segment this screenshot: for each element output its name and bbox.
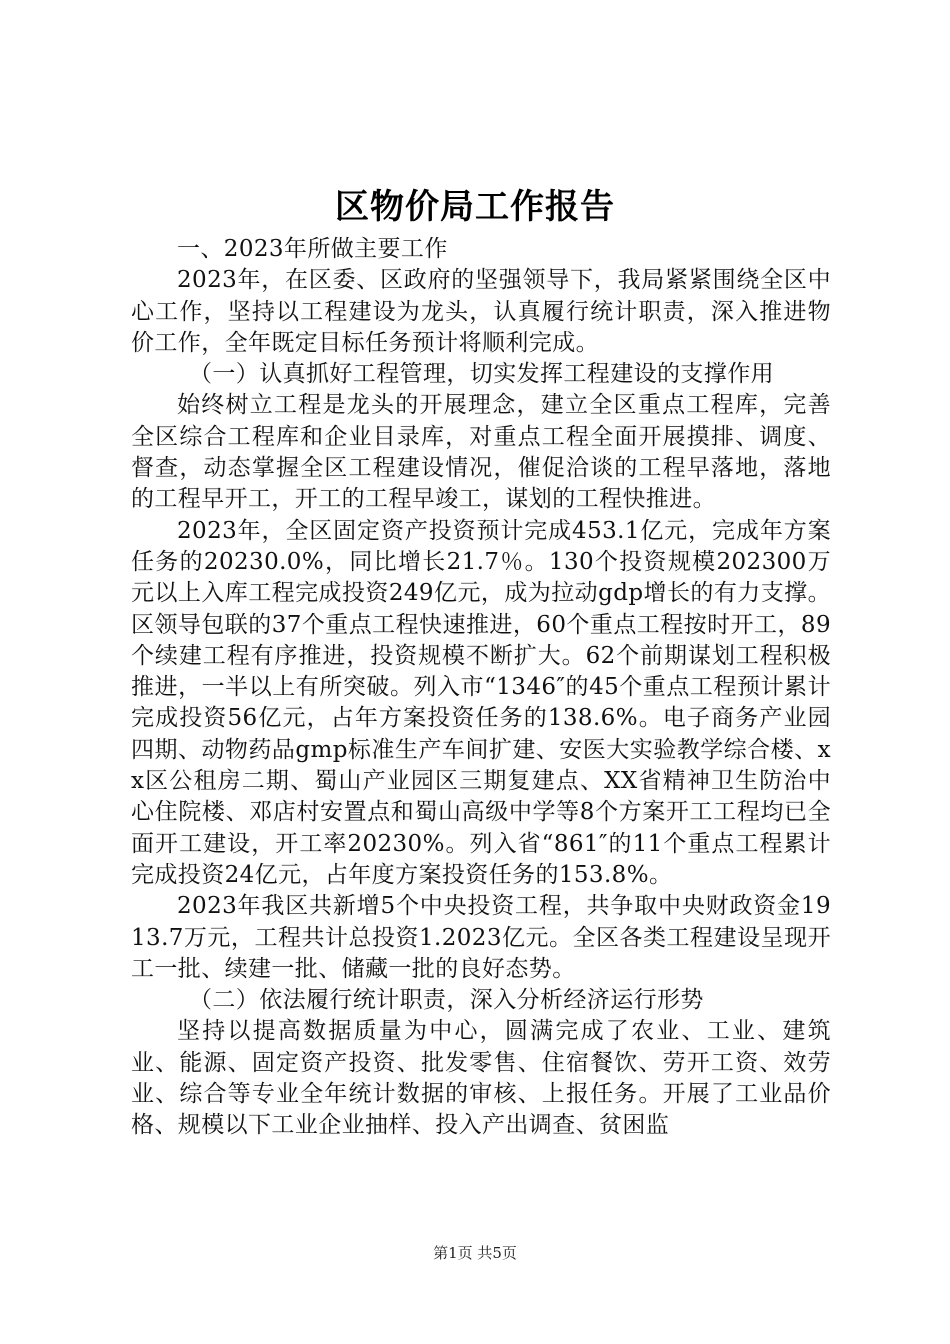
paragraph: 2023年，在区委、区政府的坚强领导下，我局紧紧围绕全区中心工作，坚持以工程建设为龙头，认真履行统计职责，深入推进物价工作，全年既定目标任务预计将顺利完成。 [131,267,831,356]
paragraph: 始终树立工程是龙头的开展理念，建立全区重点工程库，完善全区综合工程库和企业目录库，对重点工程全面开展摸排、调度、督查，动态掌握全区工程建设情况，催促洽谈的工程早落地，落地的工程早开工，开工的工程早竣工，谋划的工程快推进。 [131,392,831,513]
section-heading: 一、2023年所做主要工作 [177,236,448,262]
page-footer: 第1页 共5页 [433,1244,517,1262]
paragraph: 2023年，全区固定资产投资预计完成453.1亿元，完成年方案任务的20230.0%，同比增长21.7％。130个投资规模202300万元以上入库工程完成投资249亿元，成为拉动gdp增长的有力支撑。区领导包联的37个重点工程快速推进，60个重点工程按时开工，89个续建工程有序推进，投资规模不断扩大。62个前期谋划工程积极推进，一半以上有所突破。列入市“1346″的45个重点工程预计累计完成投资56亿元，占年方案投资任务的138.6%。电子商务产业园四期、动物药品gmp标准生产车间扩建、安医大实验教学综合楼、xx区公租房二期、蜀山产业园区三期复建点、XX省精神卫生防治中心住院楼、邓店村安置点和蜀山高级中学等8个方案开工工程均已全面开工建设，开工率20230%。列入省“861″的11个重点工程累计完成投资24亿元，占年度方案投资任务的153.8%。 [131,517,831,888]
subsection-heading: （一）认真抓好工程管理，切实发挥工程建设的支撑作用 [189,361,774,388]
subsection-heading: （二）依法履行统计职责，深入分析经济运行形势 [189,987,704,1014]
document-body [131,234,831,1142]
document-title: 区物价局工作报告 [335,187,615,227]
paragraph: 坚持以提高数据质量为中心，圆满完成了农业、工业、建筑业、能源、固定资产投资、批发零售、住宿餐饮、劳开工资、效劳业、综合等专业全年统计数据的审核、上报任务。开展了工业品价格、规模以下工业企业抽样、投入产出调查、贫困监 [131,1018,831,1139]
paragraph: 2023年我区共新增5个中央投资工程，共争取中央财政资金1913.7万元，工程共计总投资1.2023亿元。全区各类工程建设呈现开工一批、续建一批、储藏一批的良好态势。 [131,893,831,982]
